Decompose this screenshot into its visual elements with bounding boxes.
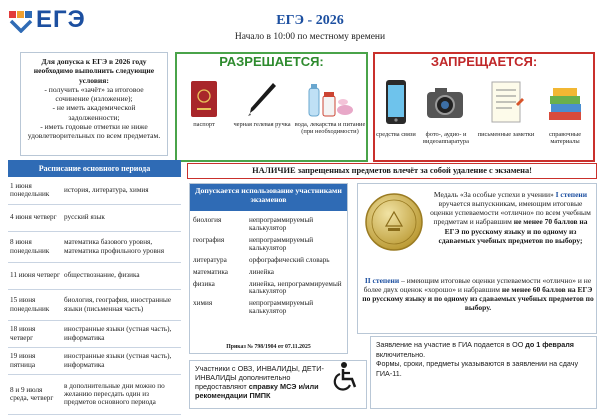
table-row <box>190 235 347 255</box>
camera-audio-icon <box>423 78 469 128</box>
schedule-subjects: русский язык <box>62 204 181 231</box>
forbidden-item-books: справочные материалы <box>535 78 595 146</box>
allowed-item-pen: черная гелевая ручка <box>231 80 293 128</box>
condition-item: - получить «зачёт» за итоговое сочинение (изложение); <box>44 84 144 103</box>
start-time-subtitle: Начало в 10:00 по местному времени <box>234 32 386 42</box>
table-row <box>8 320 181 347</box>
schedule-date: 8 и 9 июля среда, четверг <box>8 374 62 414</box>
admission-conditions <box>20 52 168 156</box>
materials-tool: линейка, непрограммируемый калькулятор <box>249 279 342 296</box>
phone-icon <box>383 78 409 128</box>
schedule-subjects: математика базового уровня, математика профильного уровня <box>62 231 181 262</box>
order-reference: Приказ № 798/1904 от 07.11.2025 <box>226 344 311 350</box>
disability-note: Участники с ОВЗ, ИНВАЛИДЫ, ДЕТИ-ИНВАЛИДЫ дополнительно предоставляют справку МСЭ и/или рекомендации ПМПК <box>189 360 367 409</box>
allowed-title: РАЗРЕШАЕТСЯ: <box>219 54 324 69</box>
forbidden-item-camera: фото-, аудио- и видеоаппаратура <box>417 78 475 146</box>
schedule-date: 18 июня четверг <box>8 320 62 347</box>
schedule-subjects: в дополнительные дни можно по желанию пересдать один из предметов основного периода <box>62 374 181 414</box>
materials-subject: математика <box>193 267 228 276</box>
schedule-table <box>8 160 181 418</box>
table-row <box>8 177 181 204</box>
table-row <box>190 298 347 318</box>
table-row <box>190 267 347 279</box>
wheelchair-icon <box>330 360 362 392</box>
logo-mark-icon <box>8 9 34 33</box>
logo-text: ЕГЭ <box>36 6 86 33</box>
books-icon <box>545 78 585 128</box>
forbidden-item-notes: письменные заметки <box>477 78 535 138</box>
allowed-item-passport: паспорт <box>179 80 229 128</box>
medal-icon <box>364 192 424 252</box>
materials-tool: непрограммируемый калькулятор <box>249 216 314 232</box>
table-row <box>8 289 181 320</box>
gel-pen-icon <box>245 80 279 118</box>
materials-tool: непрограммируемый калькулятор <box>249 299 314 316</box>
allowed-panel <box>175 52 368 162</box>
schedule-date: 8 июня понедельник <box>8 231 62 262</box>
table-row <box>8 231 181 262</box>
water-medicine-icon <box>305 80 355 118</box>
table-row <box>190 279 347 299</box>
materials-tool: непрограммируемый калькулятор <box>249 235 314 252</box>
conditions-heading: Для допуска к ЕГЭ в 2026 году необходимо выполнить следующие условия: <box>33 57 155 85</box>
allowed-item-water: вода, лекарства и питание (при необходимости) <box>293 80 367 136</box>
schedule-date: 19 июня пятница <box>8 347 62 374</box>
forbidden-panel <box>373 52 595 162</box>
materials-subject: биология <box>193 216 222 224</box>
schedule-subjects: биология, география, иностранные языки (письменная часть) <box>62 289 181 320</box>
materials-title: Допускается использование участниками экзаменов <box>190 184 347 211</box>
schedule-date: 11 июня четверг <box>8 262 62 289</box>
table-row <box>190 255 347 267</box>
schedule-subjects: история, литература, химия <box>62 177 181 204</box>
table-row <box>8 204 181 231</box>
schedule-date: 1 июня понедельник <box>8 177 62 204</box>
notes-icon <box>486 78 526 128</box>
medal-first-degree: Медаль «За особые успехи в учении» I степени вручается выпускникам, имеющим итоговые оценки успеваемости «отлично» по всем учебным предметам и набравшим не менее 70 баллов на ЕГЭ по русскому языку и по одному из сдаваемых учебных предметов по выбору; <box>430 190 591 245</box>
medal-second-degree: II степени – имеющим итоговые оценки успеваемости «отлично» и не более двух оценок «хорошо» и набравшим не менее 60 баллов на ЕГЭ по русскому языку и по одному из сдаваемых учебных предметов по выбору. <box>362 276 594 313</box>
schedule-date: 4 июня четверг <box>8 204 62 231</box>
removal-warning: НАЛИЧИЕ запрещенных предметов влечёт за собой удаление с экзамена! <box>187 163 597 179</box>
forbidden-item-phone: средства связи <box>375 78 417 138</box>
schedule-subjects: обществознание, физика <box>62 262 181 289</box>
application-deadline: Заявление на участие в ГИА подается в ОО до 1 февраля включительно. Формы, сроки, предметы указываются в заявлении на сдачу ГИА-11. <box>370 336 597 409</box>
forbidden-title: ЗАПРЕЩАЕТСЯ: <box>430 54 538 69</box>
page-title: ЕГЭ - 2026 <box>276 13 344 28</box>
table-row <box>190 215 347 235</box>
allowed-materials-table <box>189 183 348 354</box>
schedule-title: Расписание основного периода <box>8 160 181 177</box>
table-row <box>8 347 181 374</box>
materials-subject: химия <box>193 299 213 308</box>
table-row <box>8 262 181 289</box>
materials-tool: линейка <box>249 267 274 276</box>
materials-subject: физика <box>193 279 215 288</box>
condition-item: - не иметь академической задолженности; <box>52 103 136 122</box>
schedule-subjects: иностранные языки (устная часть), информатика <box>62 320 181 347</box>
materials-subject: литература <box>193 255 227 264</box>
condition-item: - иметь годовые отметки не ниже удовлетворительных по всем предметам. <box>27 121 161 140</box>
materials-tool: орфографический словарь <box>249 255 330 264</box>
materials-subject: география <box>193 235 225 244</box>
schedule-date: 15 июня понедельник <box>8 289 62 320</box>
schedule-subjects: иностранные языки (устная часть), информатика <box>62 347 181 374</box>
ege-logo <box>8 6 128 36</box>
table-row <box>8 374 181 414</box>
medal-info <box>357 183 597 334</box>
passport-icon <box>190 80 218 118</box>
